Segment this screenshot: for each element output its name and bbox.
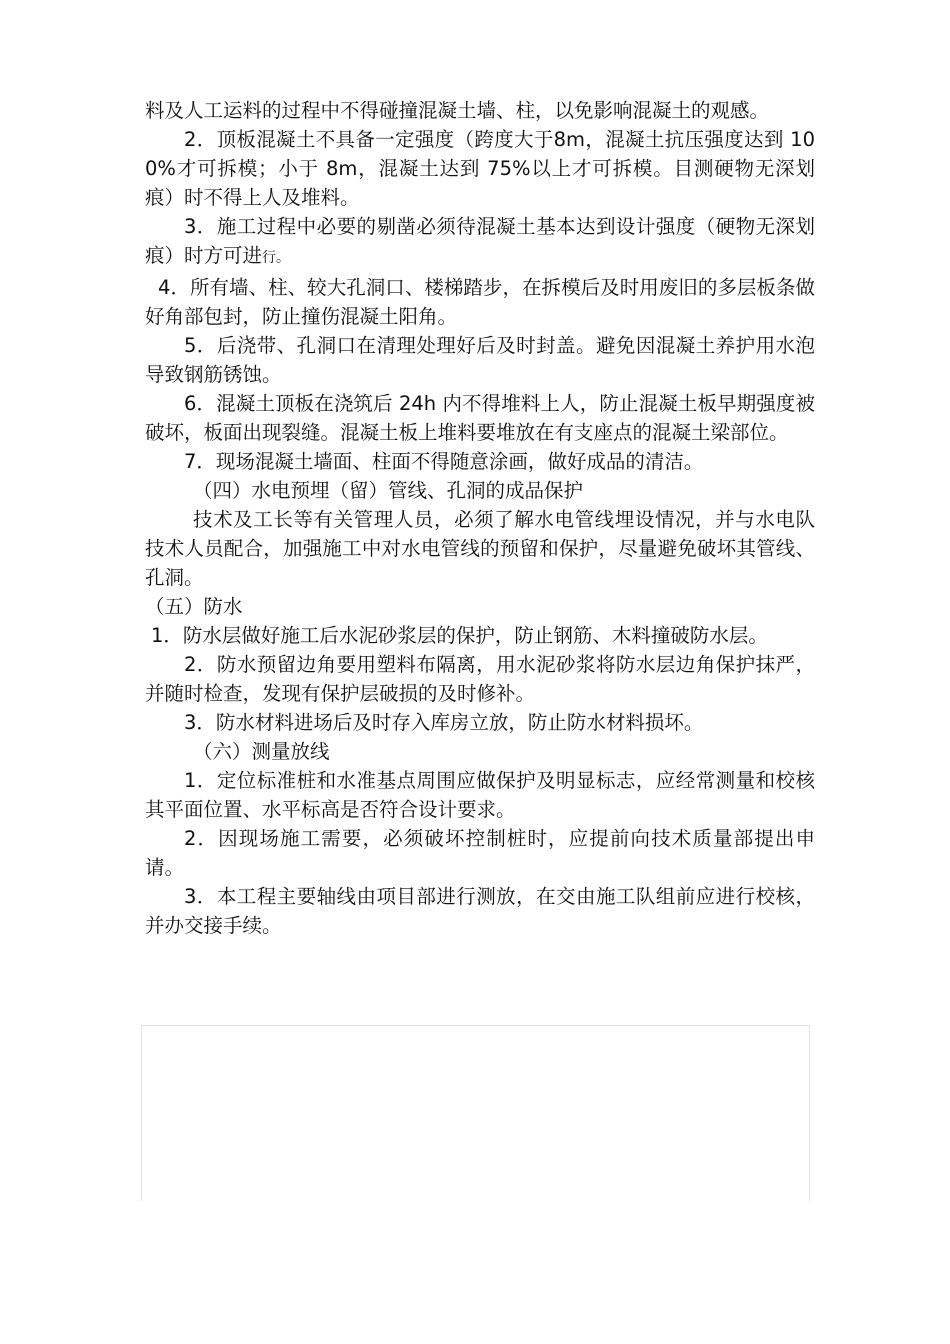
section-heading-5: （五）防水 xyxy=(145,595,243,618)
paragraph-survey-2: 2．因现场施工需要，必须破坏控制桩时，应提前向技术质量部提出申请。 xyxy=(145,827,815,879)
paragraph-item-5: 5．后浇带、孔洞口在清理处理好后及时封盖。避免因混凝土养护用水泡导致钢筋锈蚀。 xyxy=(145,334,815,386)
paragraph-survey-3: 3．本工程主要轴线由项目部进行测放，在交由施工队组前应进行校核，并办交接手续。 xyxy=(145,885,815,937)
section-heading-6: （六）测量放线 xyxy=(193,740,330,763)
paragraph-item-3-text: 3．施工过程中必要的剔凿必须待混凝土基本达到设计强度（硬物无深划痕）时方可进 xyxy=(145,215,815,267)
paragraph-item-7: 7．现场混凝土墙面、柱面不得随意涂画，做好成品的清洁。 xyxy=(184,450,704,473)
paragraph-waterproof-2: 2．防水预留边角要用塑料布隔离，用水泥砂浆将防水层边角保护抹严，并随时检查，发现有保护层破损的及时修补。 xyxy=(145,653,815,705)
paragraph-waterproof-1: 1．防水层做好施工后水泥砂浆层的保护，防止钢筋、木料撞破防水层。 xyxy=(151,624,768,647)
paragraph-item-3-tail: 行。 xyxy=(262,250,291,266)
empty-frame xyxy=(141,1025,810,1201)
paragraph-survey-1: 1．定位标准桩和水准基点周围应做保护及明显标志，应经常测量和校核其平面位置、水平标高是否符合设计要求。 xyxy=(145,769,815,821)
paragraph-item-2: 2．顶板混凝土不具备一定强度（跨度大于8m，混凝土抗压强度达到 100%才可拆模；小于 8m，混凝土达到 75%以上才可拆模。目测硬物无深划痕）时不得上人及堆料。 xyxy=(145,128,815,209)
paragraph-item-3 xyxy=(145,212,815,273)
paragraph-continued: 料及人工运料的过程中不得碰撞混凝土墙、柱，以免影响混凝土的观感。 xyxy=(145,99,770,122)
paragraph-item-4: 4．所有墙、柱、较大孔洞口、楼梯踏步，在拆模后及时用废旧的多层板条做好角部包封，防止撞伤混凝土阳角。 xyxy=(145,276,815,328)
section-heading-4: （四）水电预埋（留）管线、孔洞的成品保护 xyxy=(193,479,584,502)
document-body xyxy=(145,96,815,940)
paragraph-waterproof-3: 3．防水材料进场后及时存入库房立放，防止防水材料损坏。 xyxy=(184,711,704,734)
paragraph-item-6: 6．混凝土顶板在浇筑后 24h 内不得堆料上人，防止混凝土板早期强度被破坏，板面出现裂缝。混凝土板上堆料要堆放在有支座点的混凝土梁部位。 xyxy=(145,392,815,444)
paragraph-section-4: 技术及工长等有关管理人员，必须了解水电管线埋设情况，并与水电队技术人员配合，加强施工中对水电管线的预留和保护，尽量避免破坏其管线、孔洞。 xyxy=(145,508,815,589)
